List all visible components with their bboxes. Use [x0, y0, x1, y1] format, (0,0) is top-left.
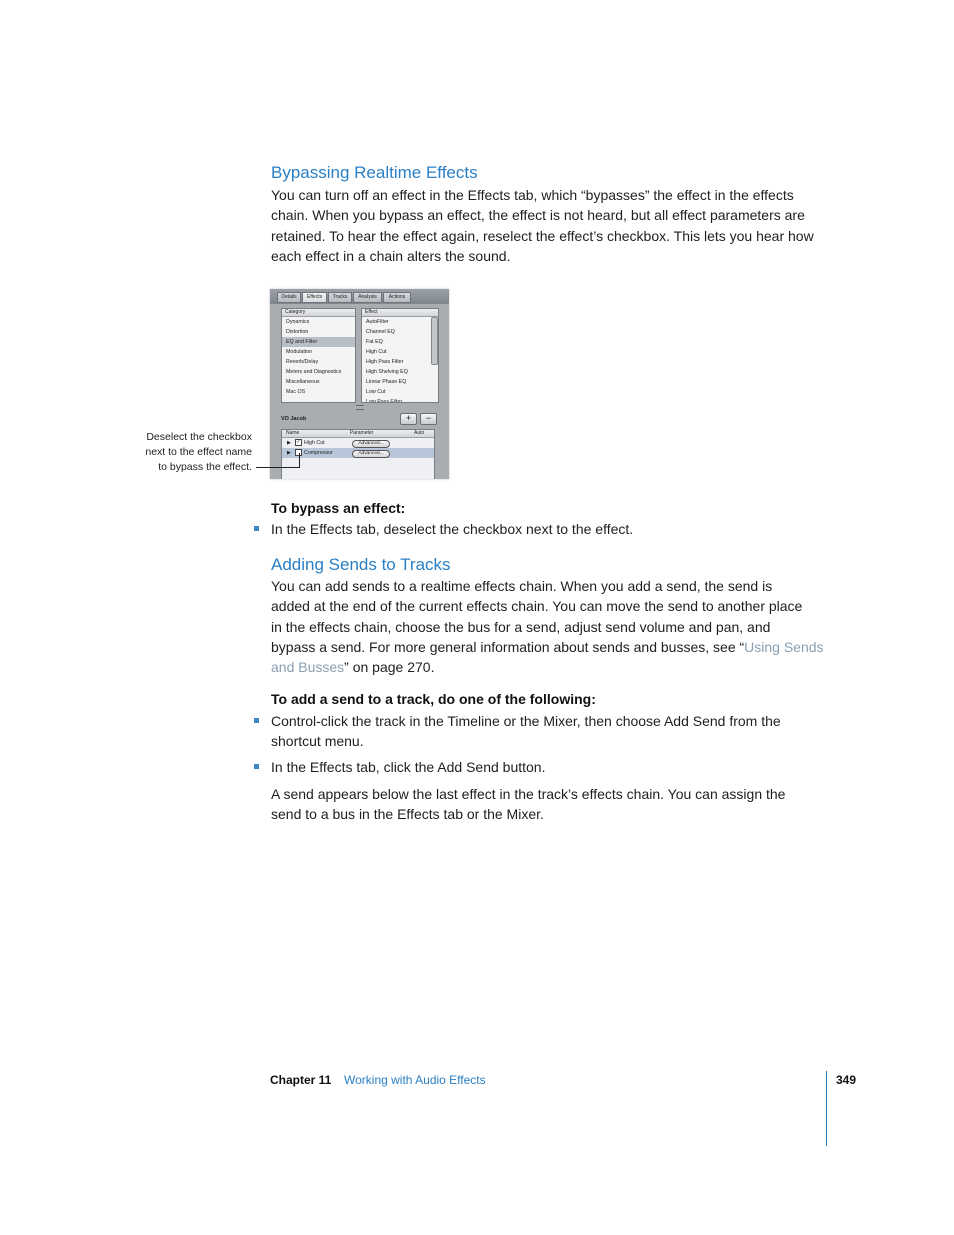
paragraph-line — [271, 637, 841, 657]
list-item[interactable]: High Shelving EQ — [366, 369, 408, 375]
paragraph-line: added at the end of the current effects chain. You can move the send to another place — [271, 598, 803, 615]
remove-effect-button[interactable]: − — [420, 413, 437, 425]
header-name: Name — [286, 430, 300, 436]
section-title-adding-sends: Adding Sends to Tracks — [271, 555, 451, 574]
header-parameter: Parameter — [350, 430, 374, 436]
list-item[interactable]: Mac OS — [286, 389, 306, 395]
bullet-icon — [254, 718, 259, 723]
track-name: VO Jacob — [281, 416, 307, 422]
cross-reference-link[interactable]: and Busses — [271, 659, 345, 676]
effect-header: Effect — [362, 309, 438, 317]
paragraph-line: chain. When you bypass an effect, the effect is not heard, but all effect parameters are — [271, 207, 805, 224]
advanced-button[interactable]: Advanced... — [352, 450, 390, 458]
tab-effects[interactable]: Effects — [302, 292, 327, 303]
bullet-line: Control-click the track in the Timeline or the Mixer, then choose Add Send from the — [271, 713, 781, 729]
paragraph-line: each effect in a chain alters the sound. — [271, 247, 511, 264]
paragraph-text: bypass a send. For more general information about sends and busses, see “ — [271, 638, 745, 655]
procedure-heading: To bypass an effect: — [271, 500, 406, 516]
callout-line — [256, 467, 299, 468]
splitter-handle[interactable] — [356, 405, 364, 410]
list-item[interactable]: Miscellaneous — [286, 379, 320, 385]
effects-chain-table — [281, 429, 435, 479]
paragraph-line: A send appears below the last effect in the track’s effects chain. You can assign the — [271, 786, 786, 802]
paragraph-line — [271, 657, 841, 677]
list-item[interactable]: Low Cut — [366, 389, 386, 395]
paragraph-line: You can turn off an effect in the Effects tab, which “bypasses” the effect in the effects — [271, 187, 794, 203]
paragraph-line: in the effects chain, choose the bus for a send, adjust send volume and pan, and — [271, 618, 771, 635]
cross-reference-link[interactable]: Using Sends — [744, 638, 824, 655]
paragraph-line: You can add sends to a realtime effects chain. When you add a send, the send is — [271, 578, 773, 594]
paragraph-line: send to a bus in the Effects tab or the Mixer. — [271, 806, 544, 823]
advanced-button[interactable]: Advanced... — [352, 440, 390, 448]
bullet-icon — [254, 764, 259, 769]
list-item[interactable]: AutoFilter — [366, 319, 389, 325]
effect-list-scrollbar[interactable] — [431, 317, 438, 365]
effect-list[interactable] — [361, 308, 439, 403]
list-item[interactable]: Linear Phase EQ — [366, 379, 407, 385]
footer-chapter-title: Working with Audio Effects — [344, 1073, 486, 1087]
effect-name: High Cut — [304, 440, 325, 446]
bullet-text — [271, 711, 831, 752]
add-effect-button[interactable]: + — [400, 413, 417, 425]
caption-line: Deselect the checkbox — [146, 431, 252, 443]
list-item[interactable]: Reverb/Delay — [286, 359, 319, 365]
footer-rule — [826, 1071, 827, 1146]
category-header: Category — [282, 309, 355, 317]
tab-details[interactable]: Details — [277, 292, 301, 303]
bullet-line: shortcut menu. — [271, 733, 364, 750]
callout-line — [299, 453, 300, 468]
bullet-text: In the Effects tab, click the Add Send button. — [271, 759, 546, 775]
bullet-text: In the Effects tab, deselect the checkbox next to the effect. — [271, 521, 634, 537]
effects-tab-screenshot — [270, 289, 449, 479]
page-number: 349 — [836, 1073, 857, 1087]
tab-actions[interactable]: Actions — [383, 292, 411, 303]
effect-enable-checkbox[interactable]: ✓ — [296, 439, 301, 445]
header-auto: Auto — [414, 430, 425, 436]
list-item[interactable]: Low Pass Filter — [366, 399, 403, 403]
section1-paragraph — [271, 185, 831, 266]
list-item[interactable]: Fat EQ — [366, 339, 383, 345]
tab-tracks[interactable]: Tracks — [328, 292, 352, 303]
procedure-heading: To add a send to a track, do one of the following: — [271, 691, 596, 707]
paragraph-line: retained. To hear the effect again, reselect the effect’s checkbox. This lets you hear how — [271, 227, 814, 244]
paragraph-text: ” on page 270. — [344, 659, 435, 676]
footer-chapter: Chapter 11 — [270, 1073, 332, 1087]
caption-line: to bypass the effect. — [158, 461, 252, 473]
section2-paragraph — [271, 576, 841, 677]
tab-analysis[interactable]: Analysis — [353, 292, 382, 303]
list-item[interactable]: Modulation — [286, 349, 312, 355]
closing-paragraph — [271, 784, 831, 825]
bullet-icon — [254, 526, 259, 531]
caption-line: next to the effect name — [145, 446, 252, 458]
list-item[interactable]: Channel EQ — [366, 329, 395, 335]
disclosure-triangle-icon[interactable]: ▶ — [287, 440, 291, 446]
figure-caption — [110, 430, 252, 475]
disclosure-triangle-icon[interactable]: ▶ — [287, 450, 291, 456]
list-item[interactable]: Dynamics — [286, 319, 310, 325]
category-list[interactable] — [281, 308, 356, 403]
section-title-bypassing: Bypassing Realtime Effects — [271, 163, 478, 182]
list-item[interactable]: Distortion — [286, 329, 309, 335]
effect-name: Compressor — [304, 450, 333, 456]
list-item[interactable]: High Cut — [366, 349, 387, 355]
list-item[interactable]: Meters and Diagnostics — [286, 369, 342, 375]
list-item[interactable]: High Pass Filter — [366, 359, 404, 365]
list-item-selected[interactable]: EQ and Filter — [282, 337, 355, 347]
